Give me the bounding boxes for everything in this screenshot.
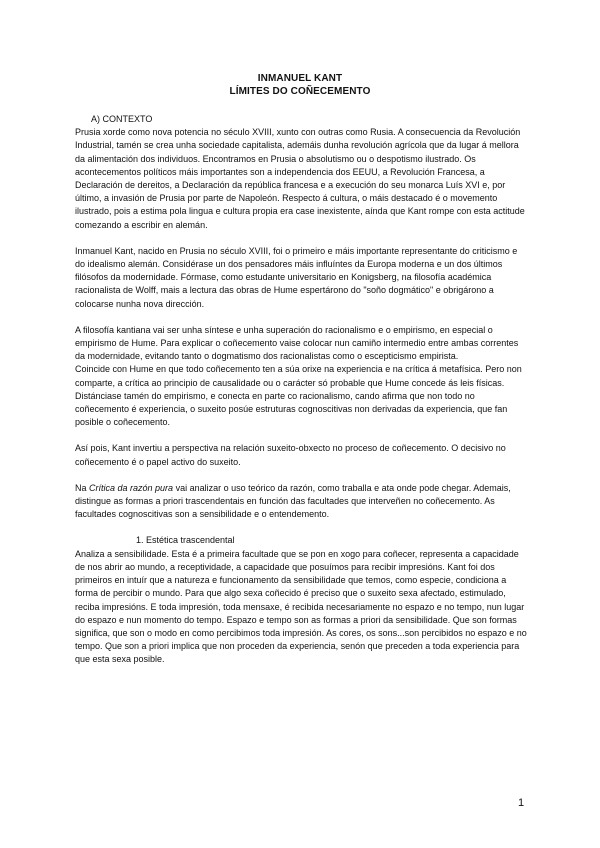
paragraph-lead-text: Na xyxy=(75,482,90,493)
document-title: INMANUEL KANT xyxy=(257,73,343,84)
paragraph-kant-biography: Inmanuel Kant, nacido en Prusia no século XVIII, foi o primeiro e máis importante representante do criticismo e do idealismo alemán. Considérase un dos pensadores máis influíntes da Europa moderna e un dos últimos filósofos da modernidade. Fórmase, como estudante universitario en Konigsberg, na filosofía académica racionalista de Wolff, mais a lectura das obras de Hume espertárono do "soño dogmático" e obrigárono a colocarse nunha nova dirección. xyxy=(75,245,518,309)
paragraph-subject-object: Así pois, Kant invertiu a perspectiva na relación suxeito-obxecto no proceso de coñecemento. O decisivo no coñecemento é o papel activo do suxeito. xyxy=(75,443,506,467)
document-subtitle: LÍMITES DO COÑECEMENTO xyxy=(229,86,371,97)
page-number: 1 xyxy=(518,797,525,809)
section-heading-estetica: 1. Estética trascendental xyxy=(136,535,235,546)
paragraph-critique-pure-reason xyxy=(75,482,527,522)
paragraph-hume-comparison: Coincide con Hume en que todo coñecemento ten a súa orixe na experiencia e na crítica á metafísica. Pero non comparte, a crítica ao principio de causalidade ou o carácter só probable que Hume concede ás leis físicas. Distánciase tamén do empirismo, e conecta en parte co racionalismo, cando afirma que non todo no coñecemento é experiencia, o suxeito posúe estruturas cognoscitivas non derivadas da experiencia, que fan posible o coñecemento. xyxy=(75,364,522,428)
paragraph-rest-text: vai analizar o uso teórico da razón, como traballa e ata onde pode chegar. Ademais, distingue as formas a priori trascendentais en función das facultades que interveñen no coñecemento. As facultades cognoscitivas son a sensibilidade e o entendemento. xyxy=(75,482,511,520)
title-block xyxy=(0,72,600,98)
paragraph-context-history: Prusia xorde como nova potencia no século XVIII, xunto con outras como Rusia. A consecuencia da Revolución Industrial, tamén se crea unha sociedade capitalista, ademáis dunha revolución agrícola que da lugar á mellora da alimentación dos individuos. Encontramos en Prusia o absolutismo ou o despotismo ilustrado. Os acontecementos políticos máis importantes son a independencia dos EEUU, a Revolución Francesa, a Declaración de dereitos, a Declaración da república francesa e a execución do seu monarca Luís XVI e, por último, a invasión de Prusia por parte de Napoleón. Respecto á cultura, o máis destacado é o movemento ilustrado, pois a estima pola lingua e cultura propia era case inexistente, aínda que Kant rompe con esta actitude comezando a escribir en alemán. xyxy=(75,127,525,230)
book-title-italic: Crítica da razón pura xyxy=(89,482,174,493)
paragraph-sensibility: Analiza a sensibilidade. Esta é a primeira facultade que se pon en xogo para coñecer, representa a capacidade de nos abrir ao mundo, a receptividade, a capacidade que posuímos para recibir impresións. Kant foi dos primeiros en intuír que a natureza e funcionamento da sensibilidade que temos, como especie, condiciona a forma de percibir o mundo. Para que algo sexa coñecido é preciso que o suxeito sexa afectado, estimulado, reciba impresións. E toda impresión, toda mensaxe, é recibida necesariamente no espazo e no tempo, nun lugar do espazo e nun momento do tempo. Espazo e tempo son as formas a priori da sensibilidade. Que son formas significa, que son o modo en como percibimos toda impresión. As cores, os sons...son percibidos no espazo e no tempo. Que son a priori implica que non proceden da experiencia, senón que preceden a toda experiencia para que esta sexa posible. xyxy=(75,548,527,665)
section-heading-contexto: A) CONTEXTO xyxy=(91,114,153,124)
document-body xyxy=(75,113,527,667)
paragraph-kantian-synthesis: A filosofía kantiana vai ser unha síntese e unha superación do racionalismo e o empirismo, en especial o empirismo de Hume. Para explicar o coñecemento vaise colocar nun camiño intermedio entre ambas correntes da modernidade, evitando tanto o dogmatismo dos racionalistas como o escepticismo empirista. xyxy=(75,324,519,362)
